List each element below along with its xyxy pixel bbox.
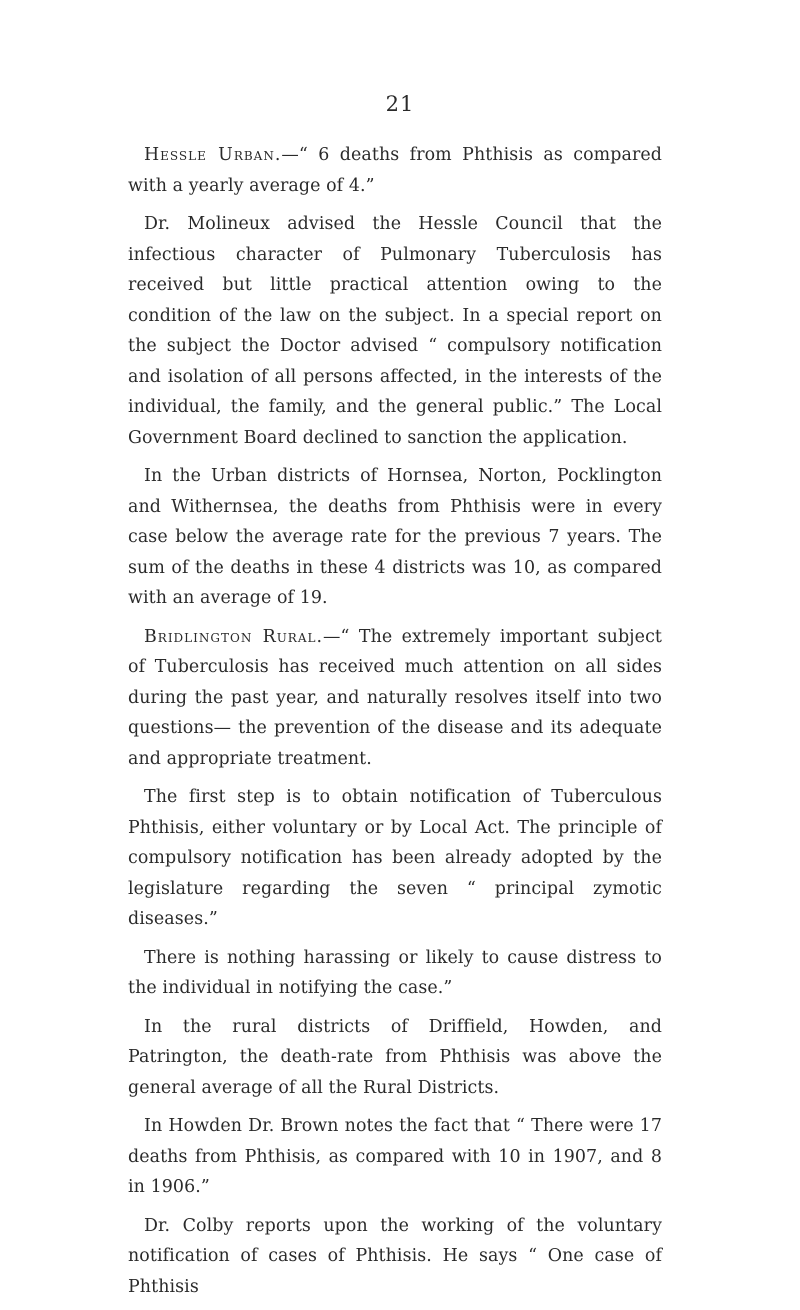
paragraph-text: Dr. Molineux advised the Hessle Council that the infectious character of Pulmonary Tuberculosis has received but little practical attention owing to the condition of the law on the subject. In a special report on the subject the Doctor advised “ compulsory notification and isolation of all persons affected, in the interests of the individual, the family, and the general public.” The Local Government Board declined to sanction the application. bbox=[128, 214, 662, 448]
paragraph-hessle-urban bbox=[128, 140, 662, 201]
paragraph-nothing-harassing bbox=[128, 943, 662, 1004]
paragraph-bridlington-rural bbox=[128, 622, 662, 775]
paragraph-rural-districts bbox=[128, 1012, 662, 1104]
paragraph-urban-districts bbox=[128, 461, 662, 614]
paragraph-text: In the rural districts of Driffield, Howden, and Patrington, the death-rate from Phthisis was above the general average of all the Rural Districts. bbox=[128, 1016, 662, 1098]
paragraph-molineux bbox=[128, 209, 662, 453]
body-text bbox=[128, 140, 662, 1310]
paragraph-howden bbox=[128, 1111, 662, 1203]
paragraph-notification bbox=[128, 782, 662, 935]
paragraph-text: The first step is to obtain notification of Tuberculous Phthisis, either voluntary or by Local Act. The principle of compulsory notification has been already adopted by the legislature regarding the seven “ principal zymotic diseases.” bbox=[128, 787, 662, 929]
paragraph-text: —“ The extremely important subject of Tuberculosis has received much attention on all sides during the past year, and naturally resolves itself into two questions— the prevention of the disease and its adequate and appropriate treatment. bbox=[128, 626, 662, 769]
paragraph-text: In the Urban districts of Hornsea, Norton, Pocklington and Withernsea, the deaths from Phthisis were in every case below the average rate for the previous 7 years. The sum of the deaths in these 4 districts was 10, as compared with an average of 19. bbox=[128, 466, 662, 608]
paragraph-colby bbox=[128, 1211, 662, 1303]
paragraph-text: There is nothing harassing or likely to cause distress to the individual in notifying the case.” bbox=[128, 947, 662, 998]
paragraph-text: In Howden Dr. Brown notes the fact that “ There were 17 deaths from Phthisis, as compared with 10 in 1907, and 8 in 1906.” bbox=[128, 1116, 662, 1197]
district-heading-bridlington-rural: Bridlington Rural. bbox=[144, 626, 324, 647]
paragraph-text: Dr. Colby reports upon the working of the voluntary notification of cases of Phthisis. He says “ One case of Phthisis bbox=[128, 1215, 662, 1297]
page-number: 21 bbox=[385, 92, 415, 116]
paragraph-text: —“ 6 deaths from Phthisis as compared with a yearly average of 4.” bbox=[128, 145, 662, 196]
district-heading-hessle-urban: Hessle Urban. bbox=[144, 145, 282, 165]
